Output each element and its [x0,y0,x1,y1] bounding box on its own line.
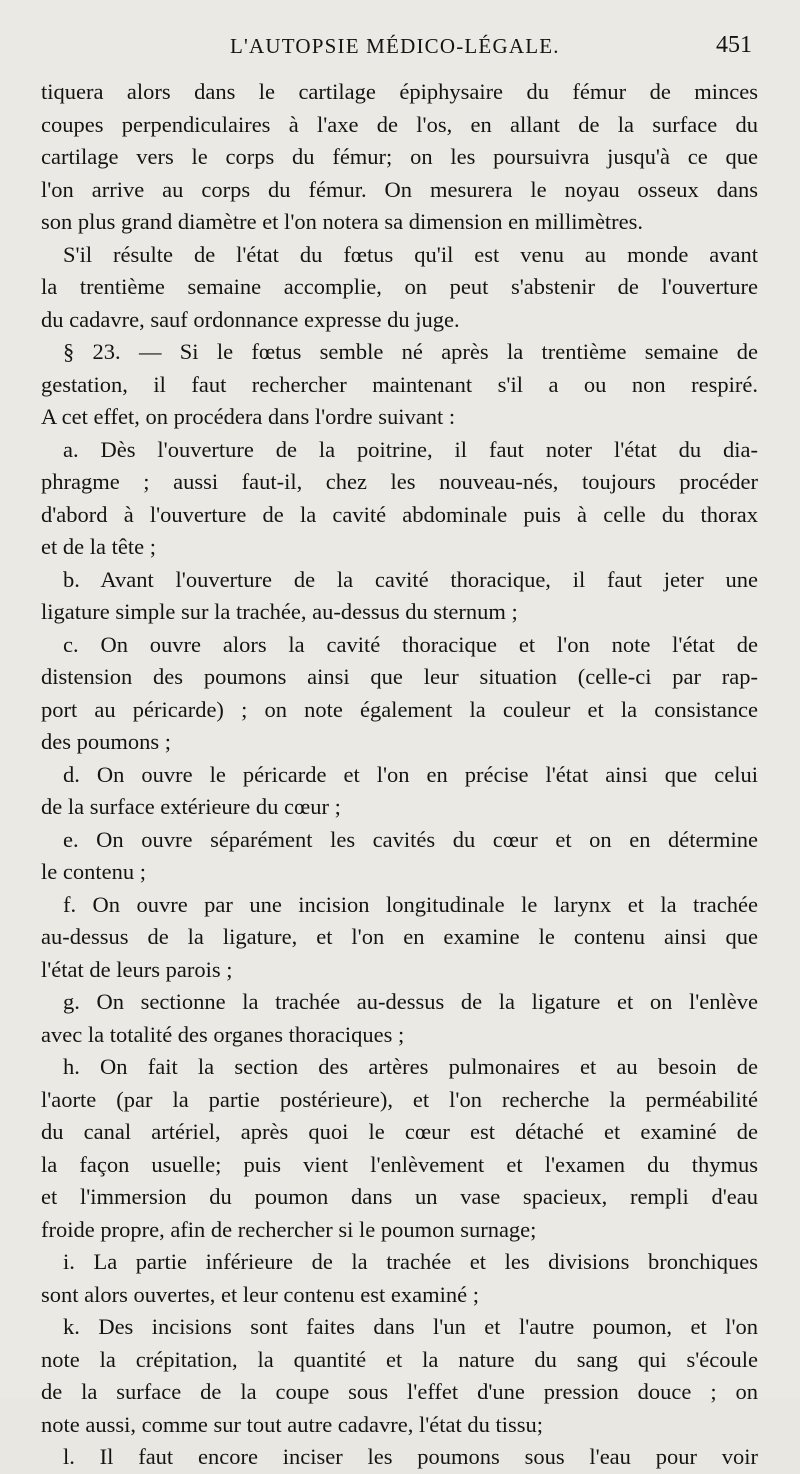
text-line: phragme ; aussi faut-il, chez les nouveau-nés, toujours procéder [41,469,758,494]
text-line: et l'immersion du poumon dans un vase spacieux, rempli d'eau [41,1184,758,1209]
text-line: le contenu ; [41,859,146,884]
text-line: la façon usuelle; puis vient l'enlèvement et l'examen du thymus [41,1151,758,1177]
text-line: de la surface extérieure du cœur ; [41,794,341,819]
text-line: g. On sectionne la trachée au-dessus de la ligature et on l'enlève [63,989,758,1014]
page-header [0,32,800,62]
text-line: de la surface de la coupe sous l'effet d'une pression douce ; on [41,1379,758,1404]
text-line: l'état de leurs parois ; [41,956,233,982]
text-line: k. Des incisions sont faites dans l'un et l'autre poumon, et l'on [63,1314,758,1339]
text-line: h. On fait la section des artères pulmonaires et au besoin de [63,1054,758,1079]
text-line: gestation, il faut rechercher maintenant s'il a ou non respiré. [41,371,758,397]
text-line: coupes perpendiculaires à l'axe de l'os, en allant de la surface du [41,111,758,137]
text-line: A cet effet, on procédera dans l'ordre suivant : [41,404,456,429]
text-line: cartilage vers le corps du fémur; on les poursuivra jusqu'à ce que [41,144,758,169]
text-line: sont alors ouvertes, et leur contenu est examiné ; [41,1281,479,1307]
running-title: L'AUTOPSIE MÉDICO-LÉGALE. [230,34,560,58]
text-line: distension des poumons ainsi que leur situation (celle-ci par rap- [41,664,758,689]
text-line: d. On ouvre le péricarde et l'on en précise l'état ainsi que celui [63,761,758,787]
text-line: note aussi, comme sur tout autre cadavre, l'état du tissu; [41,1411,544,1437]
body-text [41,76,758,1474]
text-line: S'il résulte de l'état du fœtus qu'il est venu au monde avant [63,241,758,267]
text-line: avec la totalité des organes thoraciques ; [41,1021,405,1047]
text-line: port au péricarde) ; on note également la couleur et la consistance [41,696,758,722]
text-line: b. Avant l'ouverture de la cavité thoracique, il faut jeter une [63,566,758,592]
text-line: c. On ouvre alors la cavité thoracique et l'on note l'état de [63,631,758,657]
text-line: et de la tête ; [41,534,156,559]
text-line: § 23. — Si le fœtus semble né après la trentième semaine de [63,339,758,364]
text-line: f. On ouvre par une incision longitudinale le larynx et la trachée [63,891,758,917]
text-line: note la crépitation, la quantité et la nature du sang qui s'écoule [41,1346,758,1372]
text-line: du cadavre, sauf ordonnance expresse du juge. [41,306,460,332]
text-line: l. Il faut encore inciser les poumons sous l'eau pour voir [63,1444,758,1469]
page-number: 451 [716,32,752,58]
text-line: du canal artériel, après quoi le cœur est détaché et examiné de [41,1119,758,1144]
text-line: froide propre, afin de rechercher si le poumon surnage; [41,1216,537,1242]
text-line: la trentième semaine accomplie, on peut s'abstenir de l'ouverture [41,274,758,299]
text-line: e. On ouvre séparément les cavités du cœur et on en détermine [63,826,758,852]
text-line: ligature simple sur la trachée, au-dessus du sternum ; [41,599,518,624]
text-line: au-dessus de la ligature, et l'on en examine le contenu ainsi que [41,924,758,949]
text-line: a. Dès l'ouverture de la poitrine, il faut noter l'état du dia- [63,436,758,462]
text-line: d'abord à l'ouverture de la cavité abdominale puis à celle du thorax [41,501,758,527]
text-line: l'on arrive au corps du fémur. On mesurera le noyau osseux dans [41,176,758,202]
text-line: des poumons ; [41,729,172,754]
text-line: i. La partie inférieure de la trachée et les divisions bronchiques [63,1249,758,1274]
text-line: l'aorte (par la partie postérieure), et l'on recherche la perméabilité [41,1086,758,1112]
text-line: son plus grand diamètre et l'on notera sa dimension en millimètres. [41,209,644,234]
text-line: tiquera alors dans le cartilage épiphysaire du fémur de minces [41,79,758,104]
